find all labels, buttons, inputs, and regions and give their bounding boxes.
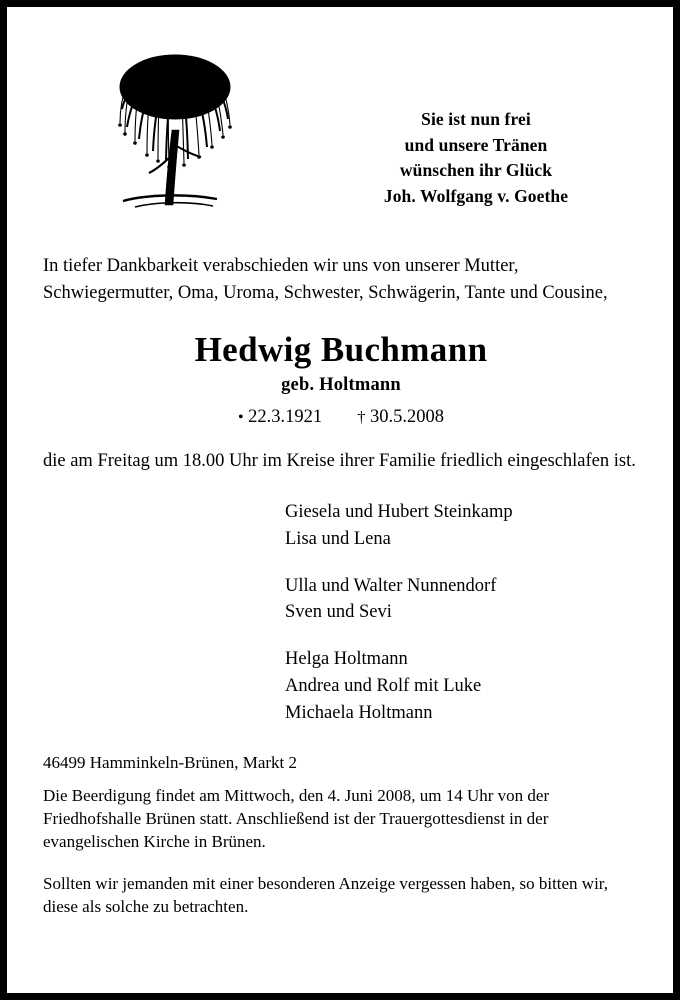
mourner-line: Giesela und Hubert Steinkamp bbox=[285, 501, 513, 522]
mourner-group bbox=[285, 573, 645, 627]
death-date: 30.5.2008 bbox=[370, 407, 445, 428]
mourner-line: Helga Holtmann bbox=[285, 649, 408, 670]
death-symbol: † bbox=[357, 409, 366, 427]
mourner-line: Ulla und Walter Nunnendorf bbox=[285, 575, 497, 596]
funeral-notice: Die Beerdigung findet am Mittwoch, den 4. Juni 2008, um 14 Uhr von der Friedhofshalle Brünen statt. Anschließend ist der Trauergottesdienst in der evangelischen Kirche in Brünen. bbox=[43, 785, 550, 851]
passing-description: die am Freitag um 18.00 Uhr im Kreise ihrer Familie friedlich eingeschlafen ist. bbox=[43, 451, 636, 472]
birth-date: 22.3.1921 bbox=[248, 407, 323, 428]
memorial-quote bbox=[307, 25, 645, 210]
mourner-line: Andrea und Rolf mit Luke bbox=[285, 676, 482, 696]
mourner-group bbox=[285, 499, 645, 553]
deceased-name: Hedwig Buchmann bbox=[194, 329, 488, 369]
willow-tree-illustration bbox=[37, 25, 307, 220]
life-dates bbox=[37, 407, 645, 428]
quote-line-3: wünschen ihr Glück bbox=[399, 160, 553, 181]
birth-symbol: • bbox=[237, 409, 244, 427]
mourner-line: Michaela Holtmann bbox=[285, 702, 433, 723]
intro-text: In tiefer Dankbarkeit verabschieden wir uns von unserer Mutter, Schwiegermutter, Oma, Uroma, Schwester, Schwägerin, Tante und Cousine, bbox=[43, 256, 608, 303]
obituary-content bbox=[7, 7, 673, 993]
mourners-list bbox=[37, 499, 645, 727]
mourner-line: Lisa und Lena bbox=[285, 528, 391, 549]
deceased-birth-name: geb. Holtmann bbox=[281, 375, 401, 396]
quote-attribution: Joh. Wolfgang v. Goethe bbox=[383, 186, 569, 207]
quote-line-2: und unsere Tränen bbox=[404, 134, 548, 155]
header-area bbox=[37, 25, 645, 243]
weeping-willow-icon bbox=[89, 35, 249, 220]
mourner-group bbox=[285, 646, 645, 726]
address-line: 46499 Hamminkeln-Brünen, Markt 2 bbox=[43, 752, 298, 772]
mourner-line: Sven und Sevi bbox=[285, 602, 392, 623]
deceased-name-block bbox=[37, 331, 645, 429]
apology-notice: Sollten wir jemanden mit einer besonderen Anzeige vergessen haben, so bitten wir, diese als solche zu betrachten. bbox=[43, 874, 609, 917]
quote-line-1: Sie ist nun frei bbox=[421, 109, 531, 129]
